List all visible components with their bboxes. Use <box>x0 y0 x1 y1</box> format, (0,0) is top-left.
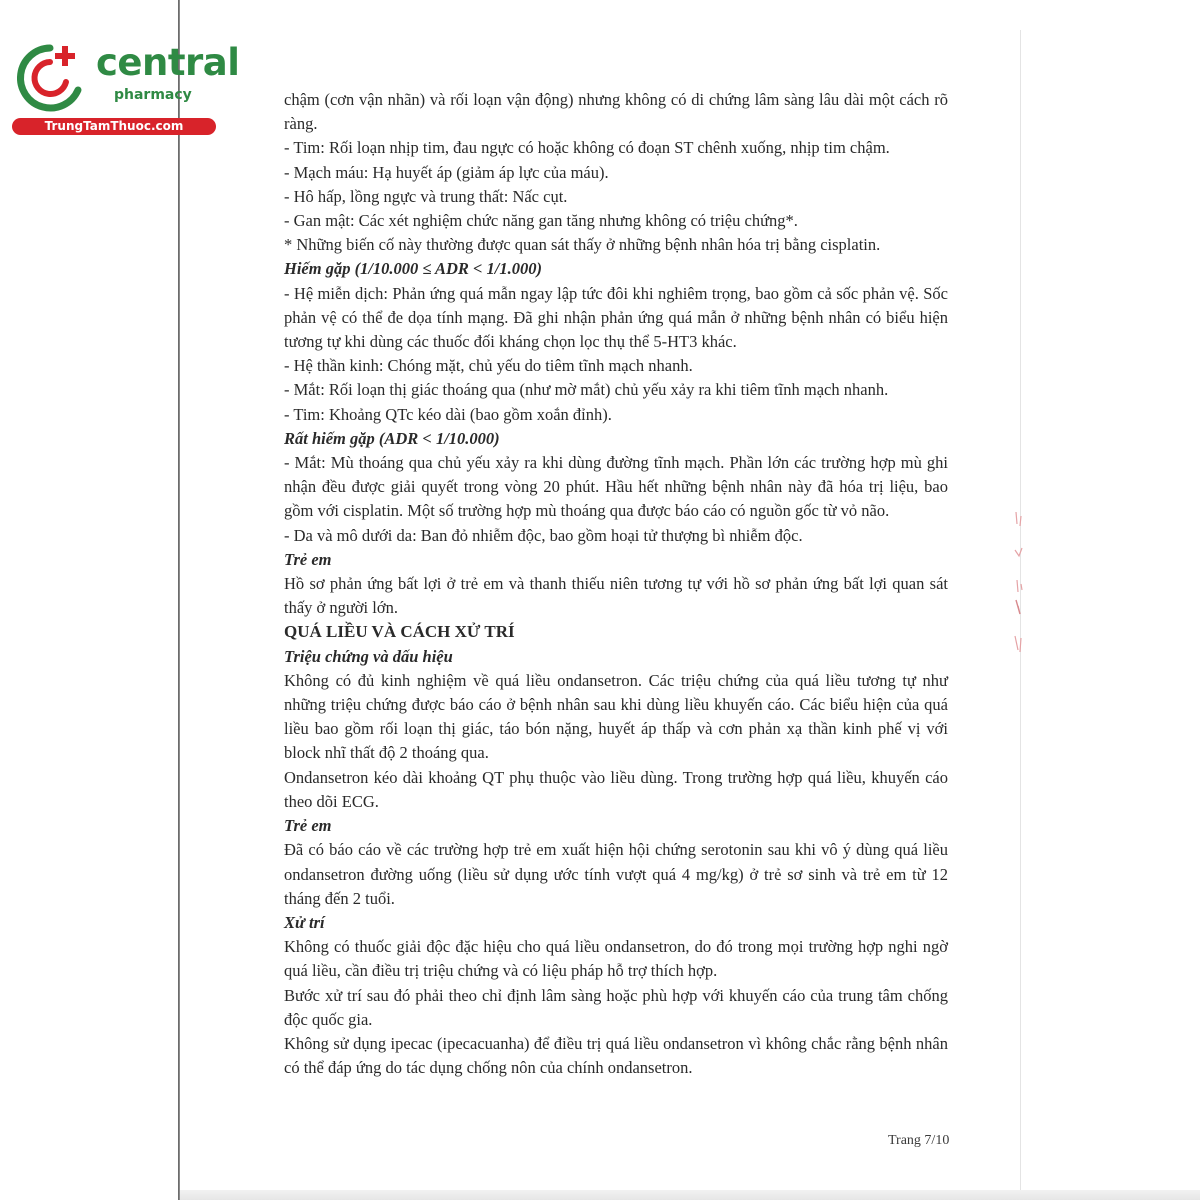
subsection-heading: Xử trí <box>284 912 325 932</box>
subsection-heading: Triệu chứng và dấu hiệu <box>284 646 453 666</box>
paragraph: Không có thuốc giải độc đặc hiệu cho quá liều ondansetron, do đó trong mọi trường hợp nghi ngờ quá liều, cần điều trị triệu chứng và có liệu pháp hỗ trợ thích hợp. <box>284 937 948 981</box>
page-number: Trang 7/10 <box>888 1133 950 1148</box>
paragraph: - Tim: Rối loạn nhịp tim, đau ngực có hoặc không có đoạn ST chênh xuống, nhịp tim chậm. <box>284 138 890 158</box>
document-body <box>284 88 948 1080</box>
pharmacy-logo-icon <box>10 38 90 118</box>
paragraph: - Mạch máu: Hạ huyết áp (giảm áp lực của máu). <box>284 162 609 182</box>
subsection-heading: Trẻ em <box>284 549 332 569</box>
paragraph: Không có đủ kinh nghiệm về quá liều ondansetron. Các triệu chứng của quá liều tương tự như những triệu chứng được báo cáo ở bệnh nhân sau khi dùng liều khuyến cáo. Các biểu hiện của quá liều bao gồm rối loạn thị giác, táo bón nặng, huyết áp thấp và cơn phản xạ thần kinh phế vị với block nhĩ thất độ 2 thoáng qua. <box>284 670 948 763</box>
paragraph: - Hệ thần kinh: Chóng mặt, chủ yếu do tiêm tĩnh mạch nhanh. <box>284 356 693 376</box>
paragraph: Ondansetron kéo dài khoảng QT phụ thuộc vào liều dùng. Trong trường hợp quá liều, khuyến cáo theo dõi ECG. <box>284 767 948 811</box>
paragraph: Không sử dụng ipecac (ipecacuanha) để điều trị quá liều ondansetron vì không chắc rằng bệnh nhân có thể đáp ứng do tác dụng chống nôn của chính ondansetron. <box>284 1033 948 1078</box>
logo-url-badge[interactable]: TrungTamThuoc.com <box>12 118 216 135</box>
paragraph: - Hô hấp, lồng ngực và trung thất: Nấc cụt. <box>284 186 568 206</box>
paragraph: Bước xử trí sau đó phải theo chỉ định lâm sàng hoặc phù hợp với khuyến cáo của trung tâm chống độc quốc gia. <box>284 985 948 1029</box>
paragraph: Đã có báo cáo về các trường hợp trẻ em xuất hiện hội chứng serotonin sau khi vô ý dùng quá liều ondansetron đường uống (liều sử dụng ước tính vượt quá 4 mg/kg) ở trẻ sơ sinh và trẻ em từ 12 tháng đến 2 tuổi. <box>284 840 948 908</box>
subsection-heading: Hiếm gặp (1/10.000 ≤ ADR < 1/1.000) <box>284 259 543 279</box>
paragraph: - Da và mô dưới da: Ban đỏ nhiễm độc, bao gồm hoại tử thượng bì nhiễm độc. <box>284 525 803 545</box>
paragraph: - Gan mật: Các xét nghiệm chức năng gan tăng nhưng không có triệu chứng*. <box>284 211 798 231</box>
paragraph: - Mắt: Mù thoáng qua chủ yếu xảy ra khi dùng đường tĩnh mạch. Phần lớn các trường hợp mù ghi nhận đều được giải quyết trong vòng 20 phút. Hầu hết những bệnh nhân này đã hóa trị liệu, bao gồm với cisplatin. Một số trường hợp mù thoáng qua được báo cáo có nguồn gốc từ vỏ não. <box>284 453 948 521</box>
paragraph: * Những biến cố này thường được quan sát thấy ở những bệnh nhân hóa trị bằng cisplatin. <box>284 235 881 255</box>
logo-name: central <box>96 41 240 84</box>
paragraph: - Mắt: Rối loạn thị giác thoáng qua (như mờ mắt) chủ yếu xảy ra khi tiêm tĩnh mạch nhanh. <box>284 380 889 400</box>
subsection-heading: Trẻ em <box>284 816 332 836</box>
paragraph: Hồ sơ phản ứng bất lợi ở trẻ em và thanh thiếu niên tương tự với hồ sơ phản ứng bất lợi quan sát thấy ở người lớn. <box>284 574 948 618</box>
scan-edge-left <box>178 0 180 1200</box>
central-pharmacy-logo[interactable] <box>8 36 240 136</box>
paragraph: chậm (cơn vận nhãn) và rối loạn vận động) nhưng không có di chứng lâm sàng lâu dài một cách rõ ràng. <box>284 90 948 134</box>
logo-subtitle: pharmacy <box>114 87 192 103</box>
paragraph: - Hệ miễn dịch: Phản ứng quá mẫn ngay lập tức đôi khi nghiêm trọng, bao gồm cả sốc phản vệ. Sốc phản vệ có thể đe dọa tính mạng. Đã ghi nhận phản ứng quá mẫn ở những bệnh nhân có biểu hiện tương tự khi dùng các thuốc đối kháng chọn lọc thụ thể 5-HT3 khác. <box>284 283 948 352</box>
scan-bottom-edge <box>180 1190 1200 1200</box>
section-heading: QUÁ LIỀU VÀ CÁCH XỬ TRÍ <box>284 622 515 642</box>
paragraph: - Tim: Khoảng QTc kéo dài (bao gồm xoắn đỉnh). <box>284 404 612 424</box>
subsection-heading: Rất hiếm gặp (ADR < 1/10.000) <box>284 428 500 448</box>
margin-handwriting-mark <box>1012 510 1026 660</box>
